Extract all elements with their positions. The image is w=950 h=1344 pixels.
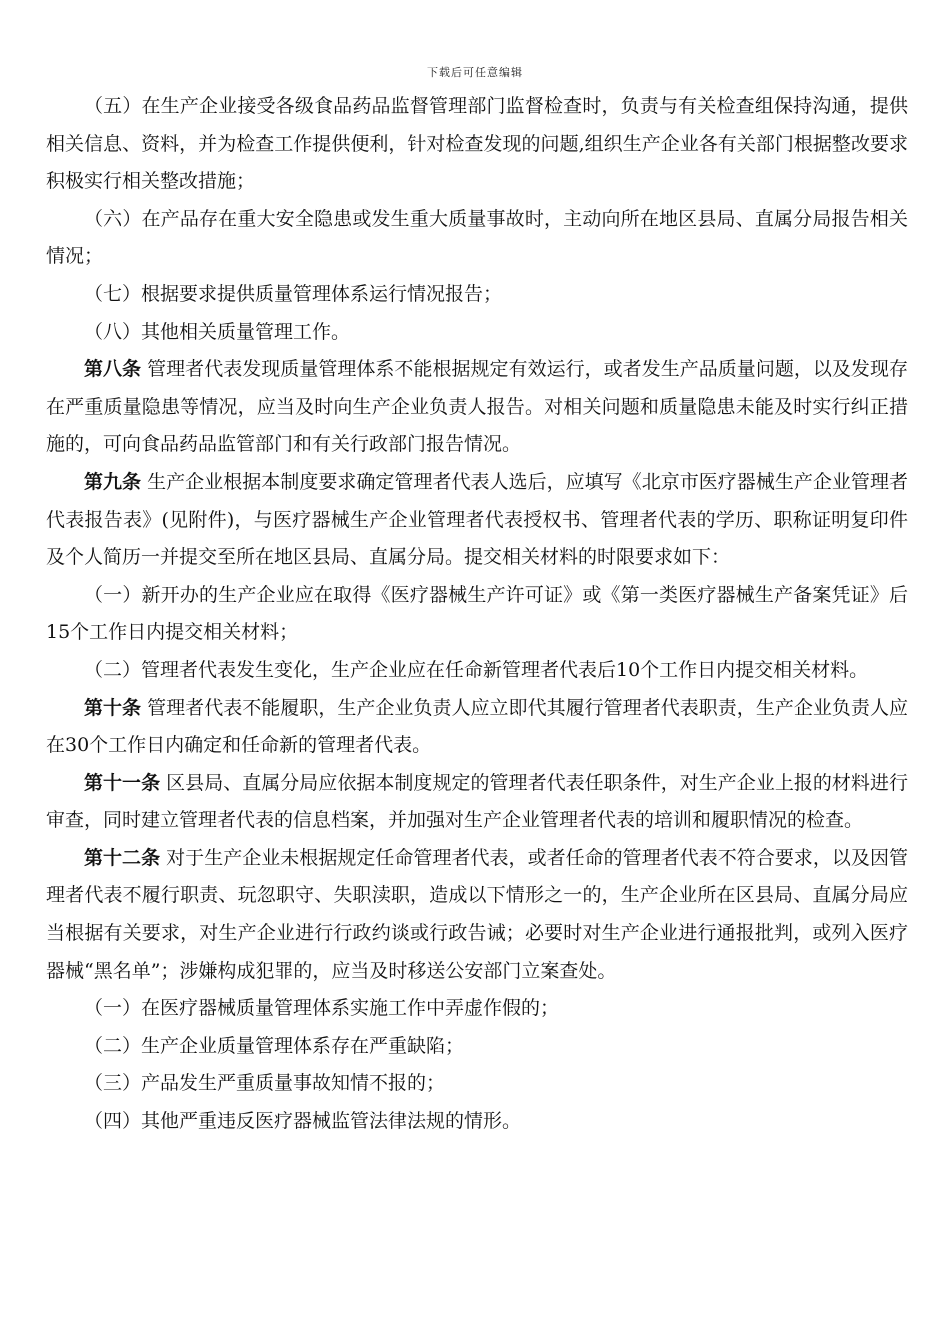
paragraph-text: （一）在医疗器械质量管理体系实施工作中弄虚作假的； [84,997,560,1020]
paragraph-item-5 [46,88,908,201]
article-text: 管理者代表不能履职，生产企业负责人应立即代其履行管理者代表职责，生产企业负责人应在30个工作日内确定和任命新的管理者代表。 [46,696,908,757]
article-text: 对于生产企业未根据规定任命管理者代表，或者任命的管理者代表不符合要求，以及因管理者代表不履行职责、玩忽职守、失职渎职，造成以下情形之一的，生产企业所在区县局、直属分局应当根据有关要求，对生产企业进行行政约谈或行政告诫；必要时对生产企业进行通报批判，或列入医疗器械“黑名单”；涉嫌构成犯罪的，应当及时移送公安部门立案查处。 [46,846,908,982]
article-text: 生产企业根据本制度要求确定管理者代表人选后，应填写《北京市医疗器械生产企业管理者代表报告表》(见附件)，与医疗器械生产企业管理者代表授权书、管理者代表的学历、职称证明复印件及个人简历一并提交至所在地区县局、直属分局。提交相关材料的时限要求如下： [46,470,908,569]
paragraph-text: （四）其他严重违反医疗器械监管法律法规的情形。 [84,1110,522,1133]
sub-item-1 [46,577,908,652]
paragraph-text: （六）在产品存在重大安全隐患或发生重大质量事故时，主动向所在地区县局、直属分局报告相关情况； [46,207,908,268]
case-item-2 [46,1028,908,1066]
paragraph-text: （二）管理者代表发生变化，生产企业应在任命新管理者代表后10个工作日内提交相关材料。 [84,658,869,681]
paragraph-text: （七）根据要求提供质量管理体系运行情况报告； [84,282,503,305]
paragraph-text: （三）产品发生严重质量事故知情不报的； [84,1072,446,1095]
article-text: 管理者代表发现质量管理体系不能根据规定有效运行，或者发生产品质量问题，以及发现存在严重质量隐患等情况，应当及时向生产企业负责人报告。对相关问题和质量隐患未能及时实行纠正措施的，可向食品药品监管部门和有关行政部门报告情况。 [46,358,908,456]
paragraph-text: （八）其他相关质量管理工作。 [84,320,351,343]
article-heading: 第九条 [84,470,142,493]
paragraph-text: （一）新开办的生产企业应在取得《医疗器械生产许可证》或《第一类医疗器械生产备案凭证》后15个工作日内提交相关材料； [46,583,908,644]
article-11 [46,765,908,840]
article-10 [46,690,908,765]
article-9 [46,464,908,577]
document-body [46,88,908,1141]
paragraph-text: （五）在生产企业接受各级食品药品监督管理部门监督检查时，负责与有关检查组保持沟通，提供相关信息、资料，并为检查工作提供便利，针对检查发现的问题,组织生产企业各有关部门根据整改要求积极实行相关整改措施； [46,95,908,193]
header-note: 下载后可任意编辑 [427,66,523,79]
article-heading: 第十二条 [84,846,161,869]
case-item-3 [46,1065,908,1103]
case-item-4 [46,1103,908,1141]
paragraph-item-6 [46,201,908,276]
paragraph-item-7 [46,276,908,314]
article-heading: 第十一条 [84,771,161,794]
article-heading: 第十条 [84,696,142,719]
article-8 [46,351,908,464]
article-text: 区县局、直属分局应依据本制度规定的管理者代表任职条件，对生产企业上报的材料进行审查，同时建立管理者代表的信息档案，并加强对生产企业管理者代表的培训和履职情况的检查。 [46,771,908,832]
article-heading: 第八条 [84,358,142,381]
article-12 [46,840,908,990]
paragraph-item-8 [46,314,908,352]
paragraph-text: （二）生产企业质量管理体系存在严重缺陷； [84,1034,465,1057]
case-item-1 [46,990,908,1028]
sub-item-2 [46,652,908,690]
